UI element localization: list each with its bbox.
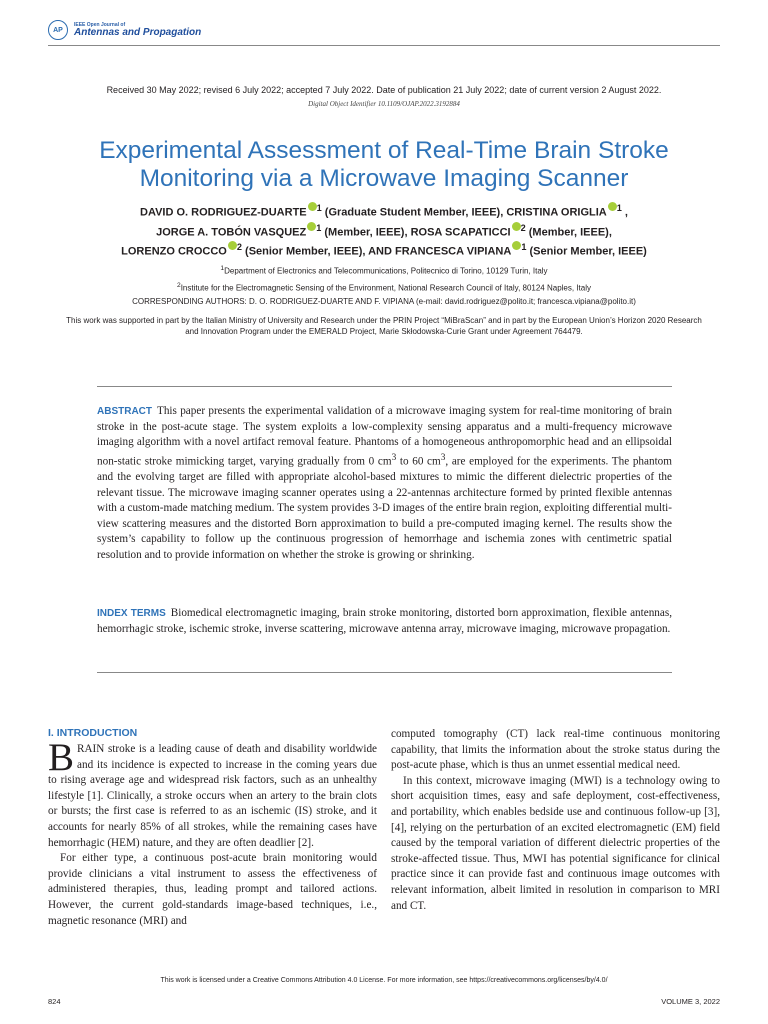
- abstract: [97, 404, 672, 564]
- paragraph: computed tomography (CT) lack real-time continuous monitoring capability, that limits the information about the stroke status during the post-acute phase, which is thus an unmet essential medical need.: [391, 728, 720, 772]
- volume-label: VOLUME 3, 2022: [661, 997, 720, 1006]
- author-name: JORGE A. TOBÓN VASQUEZ: [156, 226, 307, 239]
- page-number: 824: [48, 997, 61, 1006]
- abstract-text: , are employed for the experiments. The phantom and the evolving target are filled with appropriate alcohol-based mixtures to mimic the different dielectric properties of the relevant tissue. The microwave imaging scanner operates using a 22-antennas architecture formed by printed flexible antennas with a custom-made matching medium. The system provides 3-D images of the entire brain region, exploiting differential multi-view scattering measures and the distorted Born approximation to build a pre-computed imaging kernel. The results show the system’s capability to follow up the continuous progression of hemorrhage and ischemia zones with centimetric spatial resolution and to provide information on whether the stroke is growing or shrinking.: [97, 455, 672, 562]
- author-list: [40, 201, 728, 260]
- author-sup: 2: [520, 222, 526, 233]
- author-role: (Member, IEEE), ROSA SCAPATICCI: [324, 226, 511, 239]
- author-sup: 1: [316, 222, 322, 233]
- author-role: (Senior Member, IEEE): [529, 245, 647, 258]
- author-sup: 1: [316, 203, 322, 213]
- title-line-1: Experimental Assessment of Real-Time Brain Stroke: [99, 137, 669, 164]
- funding-note: This work was supported in part by the Italian Ministry of University and Research under the PRIN Project “MiBraScan” and in part by the European Union’s Horizon 2020 Research and Innovation Program under the EMERALD Project, Marie Skłodowska-Curie Grant under Agreement 764479.: [66, 316, 702, 336]
- index-divider: [97, 672, 672, 673]
- orcid-icon[interactable]: [307, 222, 316, 231]
- author-role: (Member, IEEE),: [528, 226, 612, 239]
- author-name: DAVID O. RODRIGUEZ-DUARTE: [140, 206, 307, 219]
- paper-title: [30, 137, 738, 193]
- abstract-sup: 3: [440, 452, 446, 463]
- drop-cap: B: [48, 736, 75, 779]
- affiliation-2: [0, 280, 768, 294]
- aff-sup: 1: [220, 265, 225, 272]
- author-punct: ,: [624, 206, 628, 219]
- journal-header: [48, 20, 201, 40]
- doi: Digital Object Identifier 10.1109/OJAP.2022.3192884: [308, 100, 460, 108]
- publication-dates: Received 30 May 2022; revised 6 July 2022; accepted 7 July 2022. Date of publication 21 July 2022; date of current version 2 August 2022.: [106, 85, 662, 95]
- abstract-divider: [97, 386, 672, 387]
- index-terms-text: Biomedical electromagnetic imaging, brain stroke monitoring, distorted born approximation, flexible antennas, hemorrhagic stroke, ischemic stroke, inverse scattering, microwave antenna array, microwave imaging, microwave propagation.: [97, 607, 673, 635]
- orcid-icon[interactable]: [608, 202, 617, 211]
- abstract-text: to 60 cm: [396, 455, 441, 468]
- abstract-sup: 3: [391, 452, 397, 463]
- paragraph: In this context, microwave imaging (MWI) is a technology owing to short acquisition times, easy and safe deployment, cost-effectiveness, and portability, which enables bedside use and continuous follow-up [3], [4], relying on the perturbation of an excited electromagnetic (EM) field caused by the temporal variation of different dielectric properties of the stroke-affected tissue. Thus, MWI has potential significance for clinical practice since it can provide fast and continuous image outcomes with relevant information, albeit limited in resolution in comparison to MRI and CT.: [391, 774, 720, 912]
- license-note: This work is licensed under a Creative Commons Attribution 4.0 License. For more information, see https://creativecommons.org/licenses/by/4.0/: [160, 977, 608, 984]
- author-role: (Graduate Student Member, IEEE), CRISTINA ORIGLIA: [324, 206, 607, 219]
- aff-text: Department of Electronics and Telecommunications, Politecnico di Torino, 10129 Turin, Italy: [224, 266, 548, 276]
- right-column: [391, 727, 720, 914]
- author-name: LORENZO CROCCO: [121, 245, 227, 258]
- paragraph: For either type, a continuous post-acute brain monitoring would provide clinicians a vital instrument to assess the effectiveness of administered therapies, thus, leading prompt and tailored actions. However, the current gold-standards image-based techniques, i.e., magnetic resonance (MRI) and: [48, 852, 377, 927]
- aff-sup: 2: [177, 282, 181, 289]
- author-role: (Senior Member, IEEE), AND FRANCESCA VIPIANA: [245, 245, 512, 258]
- paragraph-text: RAIN stroke is a leading cause of death and disability worldwide and its incidence is expected to increase in the coming years due to rising average age and widespread risk factors, such as an unhealthy lifestyle [1]. Clinically, a stroke occurs when an artery to the brain clots or bursts; the first case is referred to as an ischemic (IS) stroke, and it accounts for nearly 85% of all strokes, while the remaining cases have hemorrhagic (HEM) nature, and they are often deadlier [2].: [48, 743, 377, 849]
- orcid-icon[interactable]: [512, 241, 521, 250]
- corresponding-authors: CORRESPONDING AUTHORS: D. O. RODRIGUEZ-DUARTE AND F. VIPIANA (e-mail: david.rodriguez@polito.it; francesca.vipiana@polito.it): [132, 297, 636, 306]
- author-sup: 1: [616, 203, 622, 213]
- left-column: [48, 727, 377, 929]
- index-terms: [97, 606, 672, 637]
- journal-small-label: IEEE Open Journal of: [74, 21, 126, 28]
- paragraph: [48, 736, 377, 851]
- abstract-label: ABSTRACT: [97, 406, 152, 417]
- author-sup: 2: [236, 242, 242, 253]
- orcid-icon[interactable]: [512, 222, 521, 231]
- title-line-2: Monitoring via a Microwave Imaging Scanner: [139, 165, 629, 192]
- abstract-text: This paper presents the experimental validation of a microwave imaging system for real-time monitoring of brain stroke in the post-acute stage. The system exploits a low-complexity sensing apparatus and a multi-frequency microwave imaging algorithm with a novel artifact removal feature. Phantoms of a homogeneous anthropomorphic head and an ellipsoidal non-static stroke mimicking target, varying gradually from 0 cm: [97, 405, 672, 468]
- section-heading: I. INTRODUCTION: [48, 727, 138, 739]
- orcid-icon[interactable]: [308, 202, 317, 211]
- aff-text: Institute for the Electromagnetic Sensing of the Environment, National Research Council of Italy, 80124 Naples, Italy: [180, 283, 591, 293]
- author-sup: 1: [521, 242, 527, 253]
- header-divider: [48, 45, 720, 46]
- affiliation-1: [0, 263, 768, 277]
- orcid-icon[interactable]: [228, 241, 237, 250]
- journal-name: Antennas and Propagation: [74, 26, 202, 38]
- index-terms-label: INDEX TERMS: [97, 608, 166, 619]
- journal-logo-icon: AP: [48, 20, 68, 40]
